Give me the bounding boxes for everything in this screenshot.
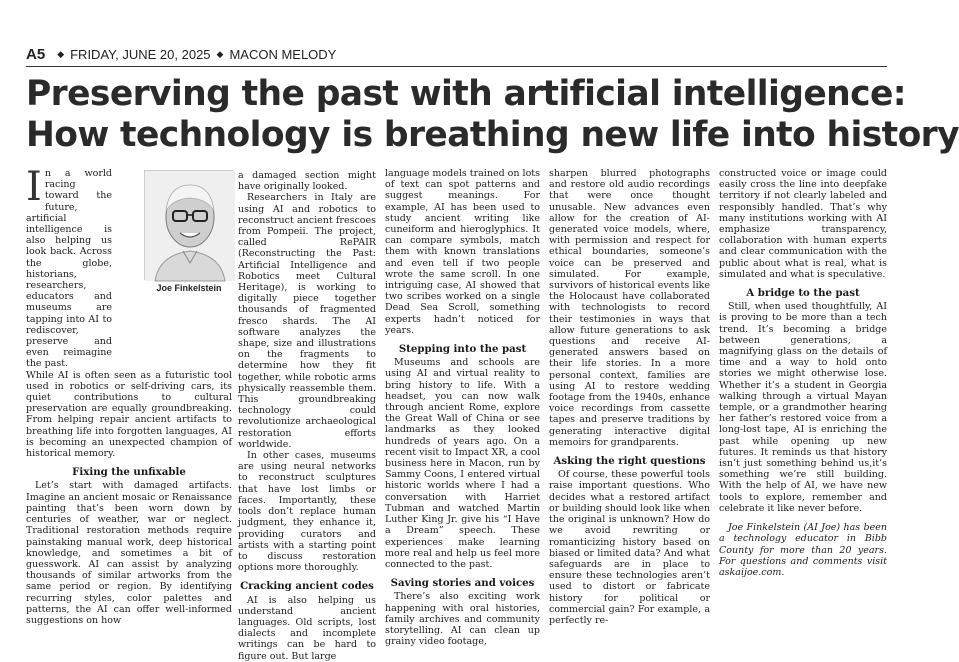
masthead — [26, 44, 336, 64]
paper-name: MACON MELODY — [229, 46, 337, 62]
subhead-saving-stories-and-voices: Saving stories and voices — [390, 577, 535, 590]
paragraph: Still, when used thoughtfully, AI is proving to be more than a tech trend. It’s becoming a bridge between generations, a magnifying glass on the details of time and a way to hold onto stories we might otherwise lose. Whether it’s a student in Georgia walking through a virtual Mayan temple, or a grandmother hearing her father’s restored voice from a long-lost tape, AI is enriching the past while opening up new futures. It reminds us that history isn’t just something behind us,it’s something we’re still building. With the help of AI, we have new tools to explore, remember and celebrate it like never before. — [719, 301, 887, 514]
subhead-fixing-the-unfixable: Fixing the unfixable — [72, 466, 186, 479]
paragraph: In other cases, museums are using neural networks to reconstruct sculptures that have lost limbs or faces. Importantly, these tools don’t replace human judgment, they enhance it, providing curators and artists with a starting point to discuss restoration options more thoroughly. — [238, 450, 376, 574]
diamond-icon: ◆ — [216, 48, 224, 59]
article-column-4 — [549, 168, 710, 626]
article-column-3 — [385, 168, 540, 648]
diamond-icon: ◆ — [57, 48, 65, 59]
author-bio: Joe Finkelstein (AI Joe) has been a technology educator in Bibb County for more than 20 years. For questions and comments visit askaijoe.com. — [719, 522, 887, 578]
headline-line-2: How technology is breathing new life into history — [26, 115, 959, 155]
headline — [26, 74, 959, 156]
subhead-cracking-ancient-codes: Cracking ancient codes — [240, 580, 374, 593]
article-column-1 — [26, 164, 232, 626]
drop-cap: I — [26, 164, 42, 210]
lead-paragraph-rest: While AI is often seen as a futuristic tool used in robotics or self-driving cars, its quiet contributions to cultural preservation are equally groundbreaking. From helping repair ancient artifacts to breathing life into forgotten languages, AI is becoming an unexpected champion of historical memory. — [26, 369, 232, 460]
paragraph: Museums and schools are using AI and virtual reality to bring history to life. With a headset, you can now walk through ancient Rome, explore the Great Wall of China or see landmarks as they looked hundreds of years ago. On a recent visit to Impact XR, a cool business here in Macon, run by Sammy Coons, I entered virtual historic worlds where I had a conversation with Harriet Tubman and watched Martin Luther King Jr. give his “I Have a Dream” speech. These experiences make learning more real and help us feel more connected to the past. — [385, 357, 540, 570]
headline-line-1: Preserving the past with artificial intelligence: — [26, 74, 906, 114]
paragraph: a damaged section might have originally looked. — [238, 170, 376, 193]
paragraph: Researchers in Italy are using AI and robotics to reconstruct ancient frescoes from Pompeii. The project, called RePAIR (Reconstructing the Past: Artificial Intelligence and Robotics meet Cultural Heritage), is working to digitally piece together thousands of fragmented fresco shards. The AI software analyzes the shape, size and illustrations on the fragments to determine how they fit together, while robotic arms physically reassemble them. This groundbreaking technology could revolutionize archaeological restoration efforts worldwide. — [238, 192, 376, 450]
subhead-asking-the-right-questions: Asking the right questions — [553, 455, 706, 468]
article-column-2 — [238, 170, 376, 662]
paragraph: There’s also exciting work happening with oral histories, family archives and community storytelling. AI can clean up grainy video footage, — [385, 591, 540, 648]
lead-paragraph-top: In a world racing toward the future, artificial intelligence is also helping us look back. Across the globe, historians, researchers, educators and museums are tapping into AI to rediscover, preserve and even reimagine the past. — [26, 164, 112, 370]
photo-caption: Joe Finkelstein — [156, 283, 222, 293]
paragraph: Let’s start with damaged artifacts. Imagine an ancient mosaic or Renaissance painting that’s been worn down by centuries of weather, war or neglect. Traditional restoration methods require painstaking manual work, deep historical knowledge, and sometimes a bit of guesswork. AI can assist by analyzing thousands of similar artworks from the same period or region. By identifying recurring styles, color palettes and patterns, the AI can offer well-informed suggestions on how — [26, 480, 232, 626]
paragraph: sharpen blurred photographs and restore old audio recordings that were once thought unusable. New advances even allow for the creation of AI-generated voice models, where, with permission and respect for ethical boundaries, someone’s voice can be preserved and simulated. For example, survivors of historical events like the Holocaust have collaborated with technologists to record their testimonies in ways that allow future generations to ask questions and receive AI-generated answers based on their life stories. In a more personal context, families are using AI to restore wedding footage from the 1940s, enhance voice recordings from cassette tapes and preserve traditions by generating interactive digital memoirs for grandparents. — [549, 168, 710, 448]
paragraph: language models trained on lots of text can spot patterns and suggest meanings. For example, AI has been used to study ancient writing like cuneiform and hieroglyphics. It can compare symbols, match them with known translations and even tell if two people wrote the same scroll. In one intriguing case, AI showed that two scribes worked on a single Dead Sea Scroll, something experts hadn’t noticed for years. — [385, 168, 540, 336]
paragraph: AI is also helping us understand ancient languages. Old scripts, lost dialects and incomplete writings can be hard to figure out. But large — [238, 594, 376, 662]
page-number: A5 — [26, 45, 46, 63]
issue-date: FRIDAY, JUNE 20, 2025 — [70, 46, 211, 62]
paragraph: constructed voice or image could easily cross the line into deepfake territory if not clearly labeled and responsibly handled. That’s why many institutions working with AI emphasize transparency, collaboration with human experts and clear communication with the public about what is real, what is simulated and what is speculative. — [719, 168, 887, 280]
subhead-a-bridge-to-the-past: A bridge to the past — [746, 287, 860, 300]
article-column-5 — [719, 168, 887, 595]
subhead-stepping-into-the-past: Stepping into the past — [398, 343, 527, 356]
masthead-rule — [26, 66, 887, 67]
paragraph: Of course, these powerful tools raise important questions. Who decides what a restored artifact or building should look like when the original is unknown? How do we avoid rewriting or romanticizing history based on biased or limited data? And what safeguards are in place to ensure these technologies aren’t used to distort or fabricate history for political or commercial gain? For example, a perfectly re- — [549, 469, 710, 626]
